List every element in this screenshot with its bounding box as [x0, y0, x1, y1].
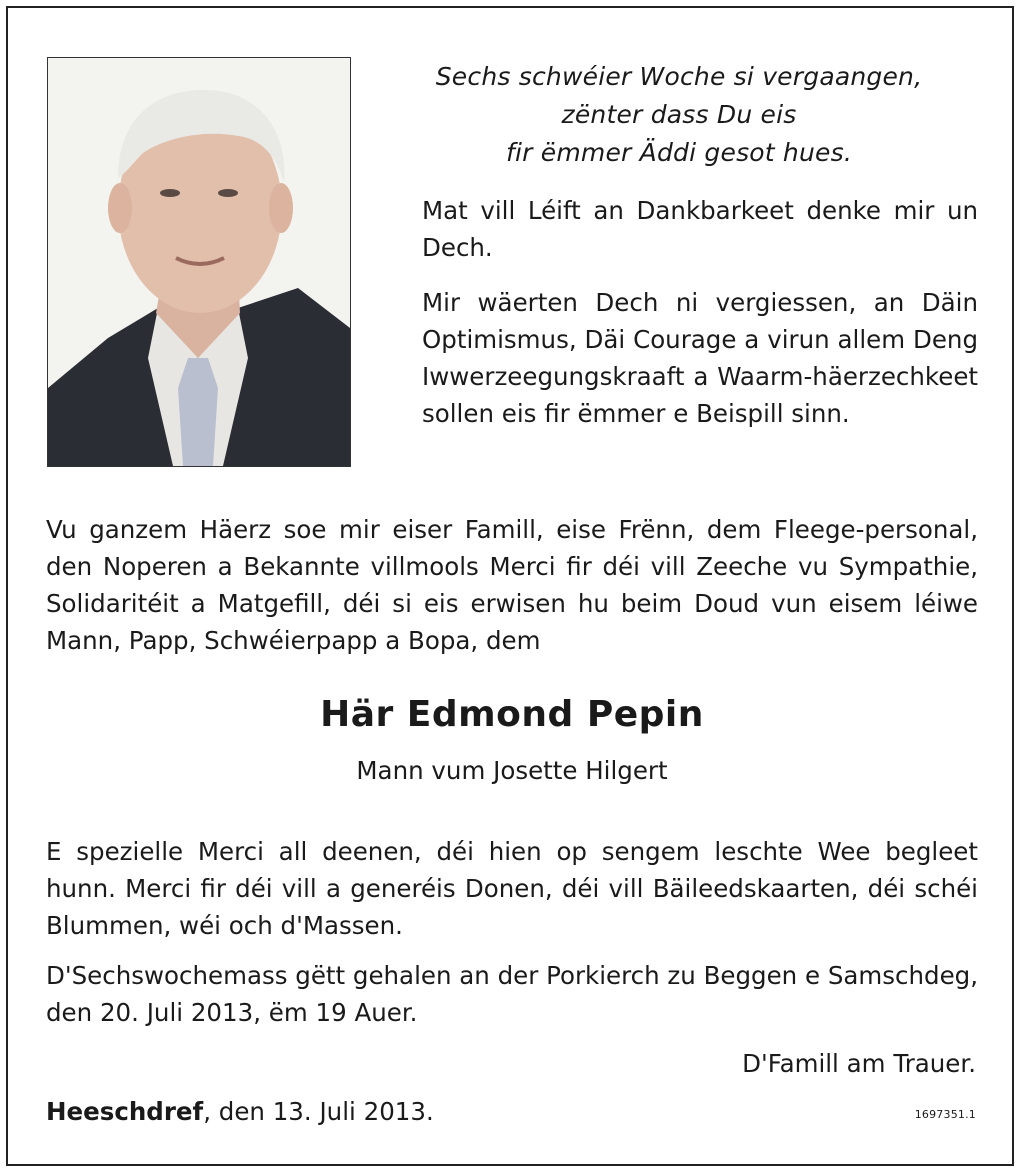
place-name: Heeschdref: [46, 1097, 204, 1126]
gratitude-paragraph: Mat vill Léift an Dankbarkeet denke mir un Dech.: [422, 196, 978, 262]
poem-line: fir ëmmer Äddi gesot hues.: [506, 138, 852, 167]
poem-line: zënter dass Du eis: [561, 100, 797, 129]
deceased-name: Här Edmond Pepin: [320, 694, 704, 735]
remembrance-paragraph: Mir wäerten Dech ni vergiessen, an Däin Optimismus, Däi Courage a virun allem Deng Iwwerzeegungskraaft a Waarm-häerzechkeet sollen eis fir ëmmer e Beispill sinn.: [422, 288, 978, 428]
portrait-photo: [47, 57, 351, 467]
poem-line: Sechs schwéier Woche si vergaangen,: [435, 62, 923, 91]
signature-date: , den 13. Juli 2013.: [203, 1097, 434, 1126]
special-thanks-paragraph: E spezielle Merci all deenen, déi hien op sengem leschte Wee begleet hunn. Merci fir déi vill a generéis Donen, déi vill Bäileedskaarten, déi schéi Blummen, wéi och d'Massen.: [46, 837, 978, 940]
signature-line: [46, 1097, 434, 1126]
closing-line: D'Famill am Trauer.: [742, 1049, 976, 1078]
poem: [380, 58, 978, 172]
spouse-line: Mann vum Josette Hilgert: [356, 756, 668, 785]
thanks-paragraph: Vu ganzem Häerz soe mir eiser Famill, eise Frënn, dem Fleege-personal, den Noperen a Bekannte villmools Merci fir déi vill Zeeche vu Sympathie, Solidaritéit a Matgefill, déi si eis erwisen hu beim Doud vun eisem léiwe Mann, Papp, Schwéierpapp a Bopa, dem: [46, 515, 978, 655]
reference-number: 1697351.1: [914, 1108, 976, 1121]
mass-announcement: D'Sechswochemass gëtt gehalen an der Porkierch zu Beggen e Samschdeg, den 20. Juli 2013, ëm 19 Auer.: [46, 961, 979, 1027]
